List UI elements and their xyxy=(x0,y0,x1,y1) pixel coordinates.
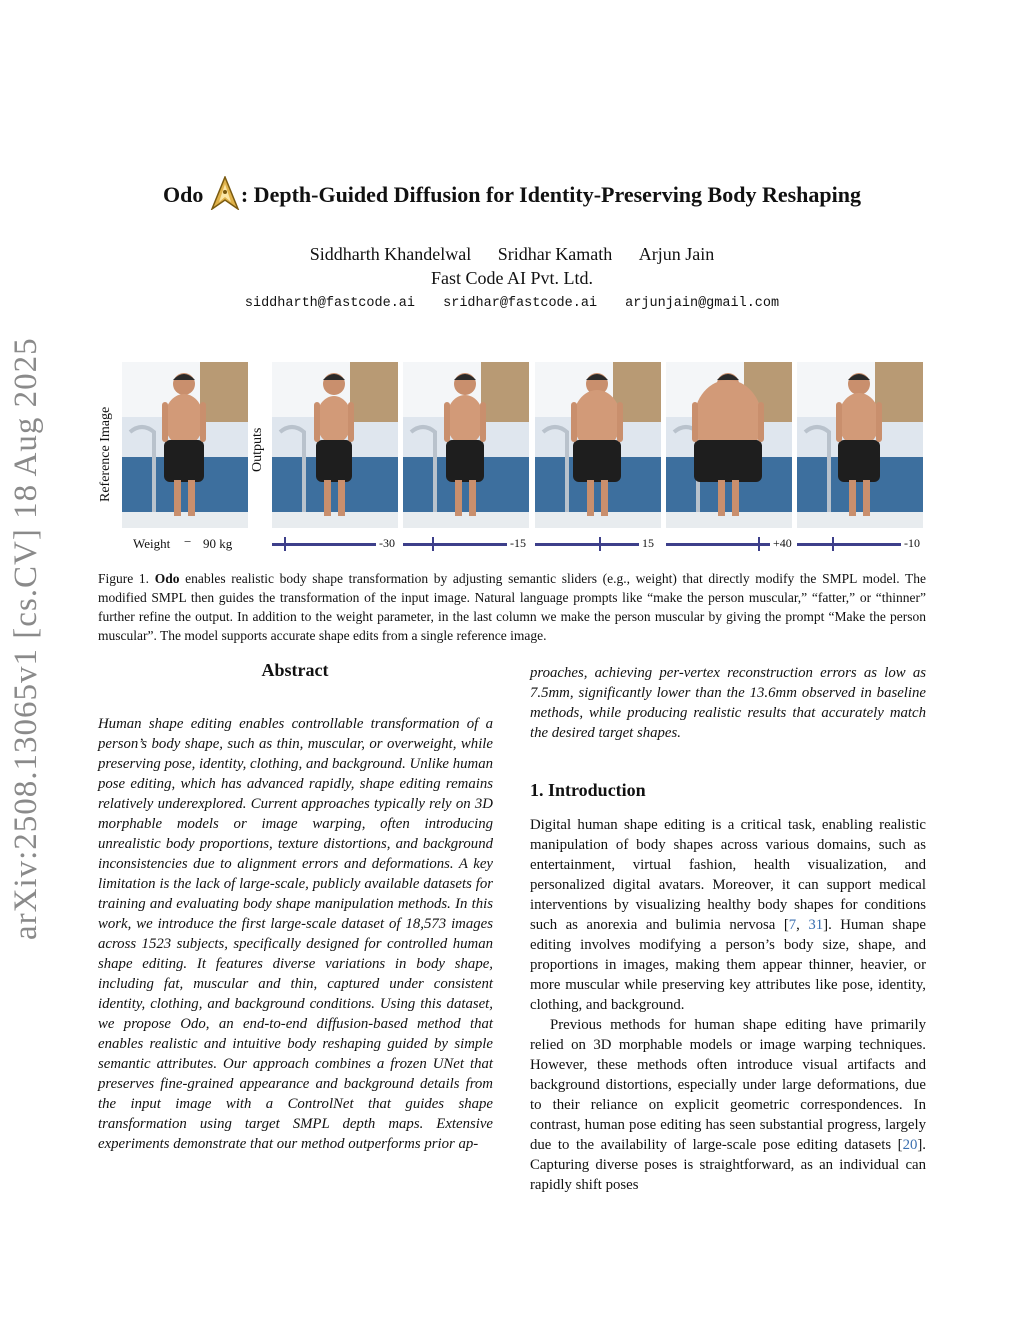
caption-text: enables realistic body shape transformation by adjusting semantic sliders (e.g., weight) that directly modify the SMPL model. The modified SMPL then guides the transformation of the input image. Natural language prompts like “make the person muscular,” “fatter,” or “thinner” further refine the output. In addition to the weight parameter, in the last column we make the person muscular by giving the prompt “Make the person muscular”. The model supports accurate shape edits from a single reference image. xyxy=(98,571,927,643)
caption-prefix: Figure 1. xyxy=(98,571,155,586)
introduction-heading: 1. Introduction xyxy=(530,780,646,800)
slider-track[interactable] xyxy=(403,543,507,546)
email-link[interactable]: arjunjain@gmail.com xyxy=(625,296,780,311)
slider-value-label: 15 xyxy=(642,536,654,550)
email-list xyxy=(0,296,1024,311)
email-link[interactable]: sridhar@fastcode.ai xyxy=(443,296,598,311)
abstract-continuation: proaches, achieving per-vertex reconstruction errors as low as 7.5mm, significantly lower than the 13.6mm observed in baseline methods, while producing realistic results that accurately match the desired target shapes. xyxy=(530,665,926,741)
slider-value-label: -10 xyxy=(904,536,920,550)
weight-slider[interactable] xyxy=(403,536,529,552)
slider-track[interactable] xyxy=(797,543,901,546)
slider-value-label: +40 xyxy=(773,536,792,550)
reference-image-label: Reference Image xyxy=(98,406,113,502)
abstract-heading: Abstract xyxy=(261,660,329,680)
abstract-text: Human shape editing enables controllable transformation of a person’s body shape, such as thin, muscular, or overweight, while preserving pose, identity, clothing, and background. Unlike human pose editing, which has advanced rapidly, shape editing remains relatively underexplored. Current approaches typically rely on 3D morphable models or image warping, often introducing unrealistic body proportions, texture distortions, and background inconsistencies due to alignment errors and deformations. A key limitation is the lack of large-scale, publicly available datasets for training and evaluating body shape manipulation methods. In this work, we introduce the first large-scale dataset of 18,573 images across 1523 subjects, specifically designed for controlled human shape editing. It features diverse variations in body shape, including fat, muscular and thin, captured under consistent identity, clothing, and background conditions. Using this dataset, we propose Odo, an end-to-end diffusion-based method that enables realistic and intuitive body reshaping guided by simple semantic attributes. Our approach combines a frozen UNet that preserves fine-grained appearance and background details from the input image with a ControlNet that guides shape transformation using target SMPL depth maps. Extensive experiments demonstrate that our method outperforms prior ap- xyxy=(98,716,493,1152)
intro-paragraph-1 xyxy=(530,815,926,1015)
slider-value-label: -15 xyxy=(510,536,526,550)
intro-text: Previous methods for human shape editing have primarily relied on 3D morphable models or image warping techniques. However, these methods often introduce visual artifacts and background distortions, especially under large deformations, due to their reliance on explicit geometric correspondences. In contrast, human pose editing has seen substantial progress, largely due to the availability of large-scale pose editing datasets [ xyxy=(530,1017,926,1153)
slider-thumb[interactable] xyxy=(432,537,434,551)
citation-link[interactable]: 7 xyxy=(788,917,797,933)
weight-slider[interactable] xyxy=(666,536,792,552)
author-list xyxy=(0,244,1024,265)
citation-link[interactable]: 31 xyxy=(808,917,824,933)
title-subtitle: : Depth-Guided Diffusion for Identity-Preserving Body Reshaping xyxy=(240,182,861,207)
intro-text: ]. Human shape editing involves modifying a person’s body size, shape, and proportions in images, making them appear thinner, heavier, or more muscular while preserving key attributes like pose, identity, clothing, and background. xyxy=(530,917,926,1013)
figure-caption xyxy=(98,569,926,645)
output-photo xyxy=(403,362,529,528)
arxiv-identifier: arXiv:2508.13065v1 [cs.CV] 18 Aug 2025 xyxy=(8,337,44,940)
author: Arjun Jain xyxy=(638,244,715,264)
slider-thumb[interactable] xyxy=(599,537,601,551)
author: Siddharth Khandelwal xyxy=(309,244,472,264)
output-photo xyxy=(666,362,792,528)
weight-sign: − xyxy=(184,534,192,549)
intro-text: ]. Capturing diverse poses is straightforward, as an individual can rapidly shift poses xyxy=(530,1137,926,1193)
intro-paragraph-2 xyxy=(530,1015,926,1195)
slider-thumb[interactable] xyxy=(284,537,286,551)
paper-title xyxy=(0,176,1024,210)
slider-track[interactable] xyxy=(666,543,770,546)
reference-photo xyxy=(122,362,248,528)
affiliation: Fast Code AI Pvt. Ltd. xyxy=(430,268,593,288)
citation-link[interactable]: 20 xyxy=(902,1137,918,1153)
author: Sridhar Kamath xyxy=(497,244,613,264)
slider-thumb[interactable] xyxy=(758,537,760,551)
slider-track[interactable] xyxy=(272,543,376,546)
intro-text: Digital human shape editing is a critical task, enabling realistic manipulation of body shapes across various domains, such as entertainment, virtual fashion, health visualization, and personalized digital avatars. Moreover, it can support medical interventions by visualizing healthy body shapes for conditions such as anorexia and bulimia nervosa [ xyxy=(530,817,926,933)
weight-slider[interactable] xyxy=(272,536,398,552)
weight-slider[interactable] xyxy=(535,536,661,552)
slider-thumb[interactable] xyxy=(832,537,834,551)
output-photo xyxy=(535,362,661,528)
starfleet-logo-icon xyxy=(210,176,240,210)
slider-track[interactable] xyxy=(535,543,639,546)
weight-label: Weight xyxy=(133,536,171,551)
title-name: Odo xyxy=(163,182,204,207)
email-link[interactable]: siddharth@fastcode.ai xyxy=(244,296,416,311)
caption-bold: Odo xyxy=(154,571,180,586)
weight-slider[interactable] xyxy=(797,536,923,552)
output-photo xyxy=(272,362,398,528)
outputs-label: Outputs xyxy=(250,427,265,472)
weight-value: 90 kg xyxy=(203,536,233,551)
output-photo xyxy=(797,362,923,528)
slider-value-label: -30 xyxy=(379,536,395,550)
citation-separator: , xyxy=(796,917,809,933)
